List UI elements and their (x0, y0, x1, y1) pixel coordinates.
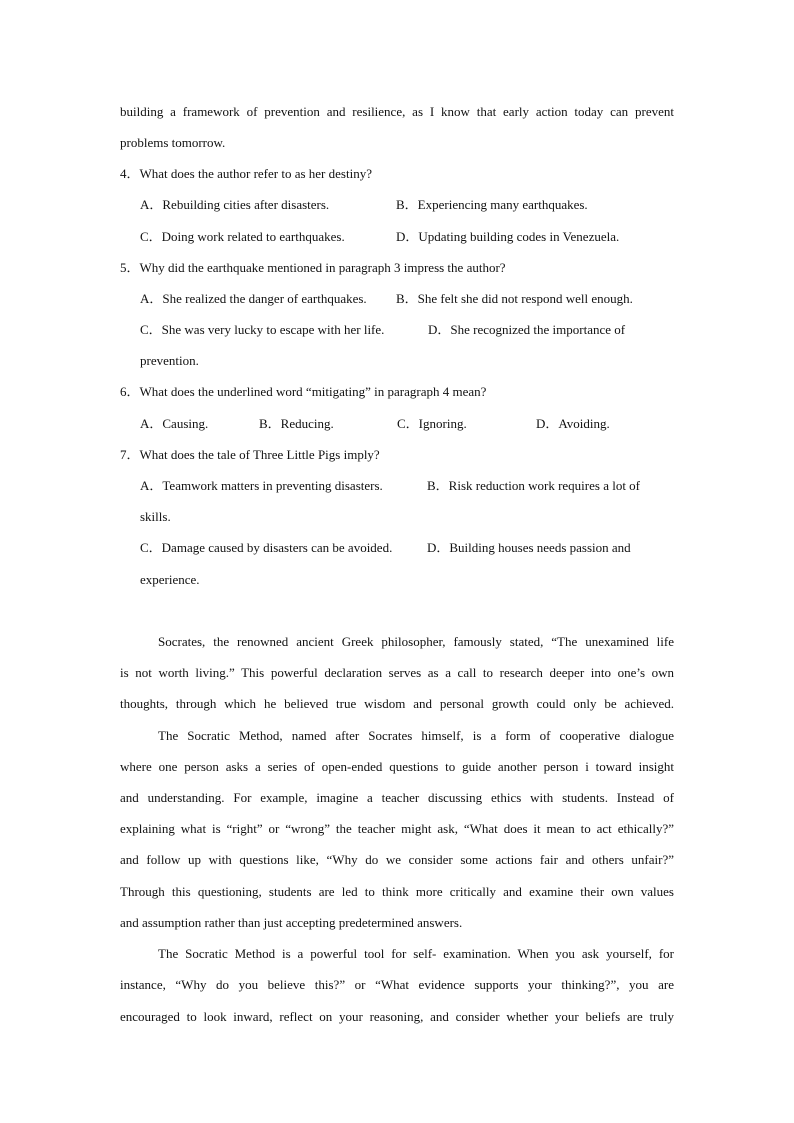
intro-line-2: problems tomorrow. (120, 135, 226, 150)
question-7-option-d-continued: experience. (140, 572, 200, 587)
passage-p1-line-1: Socrates, the renowned ancient Greek philosopher, famously stated, “The unexamined life (158, 634, 674, 649)
question-6-option-d: D．Avoiding. (536, 416, 610, 431)
question-4-option-b: B．Experiencing many earthquakes. (396, 197, 588, 212)
question-7-option-d: D．Building houses needs passion and (427, 540, 631, 555)
passage-p2-line-4: explaining what is “right” or “wrong” the teacher might ask, “What does it mean to act ethically?” (120, 821, 674, 836)
question-5-stem: 5．Why did the earthquake mentioned in paragraph 3 impress the author? (120, 260, 506, 275)
question-4-option-c: C．Doing work related to earthquakes. (140, 229, 345, 244)
question-7-option-b-continued: skills. (140, 509, 171, 524)
intro-line-1: building a framework of prevention and resilience, as I know that early action today can prevent (120, 104, 674, 119)
passage-p3-line-3: encouraged to look inward, reflect on your reasoning, and consider whether your beliefs are truly (120, 1009, 674, 1024)
passage-p3-line-2: instance, “Why do you believe this?” or “What evidence supports your thinking?”, you are (120, 977, 674, 992)
question-4-option-a: A．Rebuilding cities after disasters. (140, 197, 330, 212)
question-4-option-d: D．Updating building codes in Venezuela. (396, 229, 620, 244)
passage-p3-line-1: The Socratic Method is a powerful tool for self- examination. When you ask yourself, for (158, 946, 674, 961)
question-7-option-b: B．Risk reduction work requires a lot of (427, 478, 641, 493)
passage-p2-line-1: The Socratic Method, named after Socrates himself, is a form of cooperative dialogue (158, 728, 674, 743)
question-5-option-b: B．She felt she did not respond well enough. (396, 291, 633, 306)
passage-p2-line-2: where one person asks a series of open-ended questions to guide another person i toward insight (120, 759, 674, 774)
question-5-option-d: D．She recognized the importance of (428, 322, 626, 337)
question-6-option-c: C．Ignoring. (397, 416, 467, 431)
question-6-stem: 6．What does the underlined word “mitigating” in paragraph 4 mean? (120, 384, 487, 399)
question-7-option-c: C．Damage caused by disasters can be avoided. (140, 540, 393, 555)
passage-p2-line-3: and understanding. For example, imagine a teacher discussing ethics with students. Instead of (120, 790, 674, 805)
passage-p1-line-2: is not worth living.” This powerful declaration serves as a call to research deeper into one’s own (120, 665, 674, 680)
passage-p1-line-3: thoughts, through which he believed true wisdom and personal growth could only be achieved. (120, 696, 674, 711)
question-5-option-c: C．She was very lucky to escape with her life. (140, 322, 385, 337)
passage-p2-line-5: and follow up with questions like, “Why do we consider some actions fair and others unfair?” (120, 852, 674, 867)
passage-p2-line-7: and assumption rather than just accepting predetermined answers. (120, 915, 463, 930)
question-6-option-a: A．Causing. (140, 416, 209, 431)
question-5-option-a: A．She realized the danger of earthquakes. (140, 291, 367, 306)
question-4-stem: 4．What does the author refer to as her destiny? (120, 166, 372, 181)
passage-p2-line-6: Through this questioning, students are led to think more critically and examine their own values (120, 884, 674, 899)
question-6-option-b: B．Reducing. (259, 416, 334, 431)
question-7-stem: 7．What does the tale of Three Little Pigs imply? (120, 447, 380, 462)
question-7-option-a: A．Teamwork matters in preventing disasters. (140, 478, 383, 493)
question-5-option-d-continued: prevention. (140, 353, 199, 368)
